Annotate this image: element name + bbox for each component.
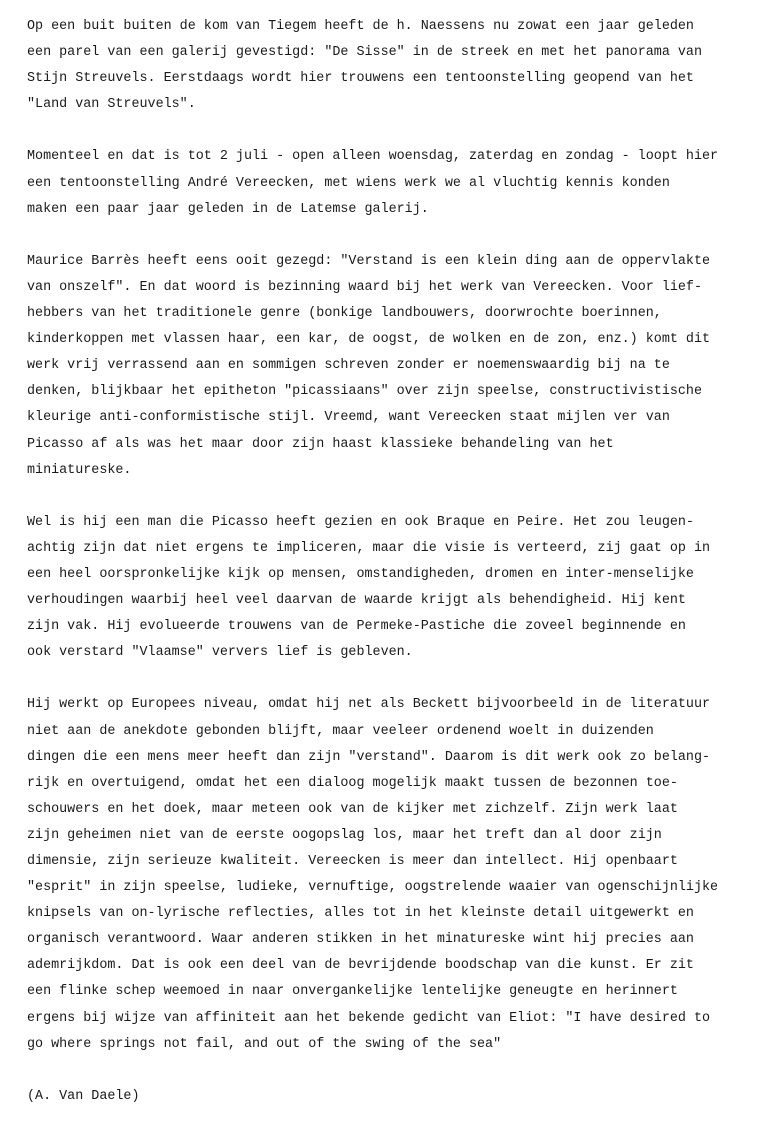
text-line: knipsels van on-lyrische reflecties, alles tot in het kleinste detail uitgewerkt en bbox=[27, 906, 694, 922]
text-line: "Land van Streuvels". bbox=[27, 97, 196, 113]
author-signature bbox=[27, 1084, 767, 1110]
text-line: maken een paar jaar geleden in de Latemse galerij. bbox=[27, 201, 429, 217]
text-line: Maurice Barrès heeft eens ooit gezegd: "Verstand is een klein ding aan de oppervlakte bbox=[27, 253, 711, 269]
text-line: Momenteel en dat is tot 2 juli - open alleen woensdag, zaterdag en zondag - loopt hier bbox=[27, 149, 719, 165]
text-line: kinderkoppen met vlassen haar, een kar, de oogst, de wolken en de zon, enz.) komt dit bbox=[27, 332, 711, 348]
text-line: denken, blijkbaar het epitheton "picassiaans" over zijn speelse, constructivistische bbox=[27, 384, 702, 400]
text-line: Wel is hij een man die Picasso heeft gezien en ook Braque en Peire. Het zou leugen- bbox=[27, 514, 694, 530]
text-line: Picasso af als was het maar door zijn haast klassieke behandeling van het bbox=[27, 436, 614, 452]
text-line: dimensie, zijn serieuze kwaliteit. Vereecken is meer dan intellect. Hij openbaart bbox=[27, 854, 678, 869]
text-line: werk vrij verrassend aan en sommigen schreven zonder er noemenswaardig bij na te bbox=[27, 358, 670, 374]
text-line: een flinke schep weemoed in naar onvergankelijke lentelijke geneugte en herinnert bbox=[27, 984, 678, 1000]
text-line: "esprit" in zijn speelse, ludieke, vernuftige, oogstrelende waaier van ogenschijnlijke bbox=[27, 880, 719, 896]
text-line: een tentoonstelling André Vereecken, met wiens werk we al vluchtig kennis konden bbox=[27, 175, 670, 191]
paragraph-4 bbox=[27, 510, 767, 667]
text-line: miniatureske. bbox=[27, 462, 132, 478]
text-line: rijk en overtuigend, omdat het een dialoog mogelijk maakt tussen de bezonnen toe- bbox=[27, 775, 678, 791]
text-line: ergens bij wijze van affiniteit aan het bekende gedicht van Eliot: "I have desired to bbox=[27, 1010, 711, 1026]
text-line: organisch verantwoord. Waar anderen stikken in het minatureske wint hij precies aan bbox=[27, 932, 694, 948]
text-line: ademrijkdom. Dat is ook een deel van de bevrijdende boodschap van die kunst. Er zit bbox=[27, 958, 694, 974]
paragraph-2 bbox=[27, 144, 767, 222]
document-page bbox=[27, 14, 767, 1136]
text-line: zijn geheimen niet van de eerste oogopslag los, maar het treft dan al door zijn bbox=[27, 827, 662, 843]
paragraph-3 bbox=[27, 249, 767, 484]
text-line: ook verstard "Vlaamse" ververs lief is gebleven. bbox=[27, 645, 413, 661]
signature-text: (A. Van Daele) bbox=[27, 1088, 140, 1104]
text-line: Op een buit buiten de kom van Tiegem heeft de h. Naessens nu zowat een jaar geleden bbox=[27, 19, 694, 34]
text-line: hebbers van het traditionele genre (bonkige landbouwers, doorwrochte boerinnen, bbox=[27, 306, 662, 322]
text-line: zijn vak. Hij evolueerde trouwens van de Permeke-Pastiche die zoveel beginnende en bbox=[27, 619, 686, 635]
text-line: van onszelf". En dat woord is bezinning waard bij het werk van Vereecken. Voor lief- bbox=[27, 279, 702, 295]
text-line: verhoudingen waarbij heel veel daarvan de waarde krijgt als behendigheid. Hij kent bbox=[27, 593, 686, 609]
paragraph-1 bbox=[27, 14, 767, 118]
text-line: een heel oorspronkelijke kijk op mensen, omstandigheden, dromen en inter-menselijke bbox=[27, 566, 694, 582]
text-line: Hij werkt op Europees niveau, omdat hij net als Beckett bijvoorbeeld in de literatuur bbox=[27, 697, 711, 713]
text-line: Stijn Streuvels. Eerstdaags wordt hier trouwens een tentoonstelling geopend van het bbox=[27, 71, 694, 87]
text-line: achtig zijn dat niet ergens te impliceren, maar die visie is verteerd, zij gaat op in bbox=[27, 540, 711, 556]
text-line: niet aan de anekdote gebonden blijft, maar veeleer ordenend woelt in duizenden bbox=[27, 723, 654, 739]
text-line: een parel van een galerij gevestigd: "De Sisse" in de streek en met het panorama van bbox=[27, 45, 702, 61]
text-line: go where springs not fail, and out of the swing of the sea" bbox=[27, 1036, 502, 1052]
text-line: kleurige anti-conformistische stijl. Vreemd, want Vereecken staat mijlen ver van bbox=[27, 410, 670, 426]
text-line: schouwers en het doek, maar meteen ook van de kijker met zichzelf. Zijn werk laat bbox=[27, 801, 678, 817]
text-line: dingen die een mens meer heeft dan zijn "verstand". Daarom is dit werk ook zo belang- bbox=[27, 749, 711, 765]
paragraph-5 bbox=[27, 692, 767, 1057]
